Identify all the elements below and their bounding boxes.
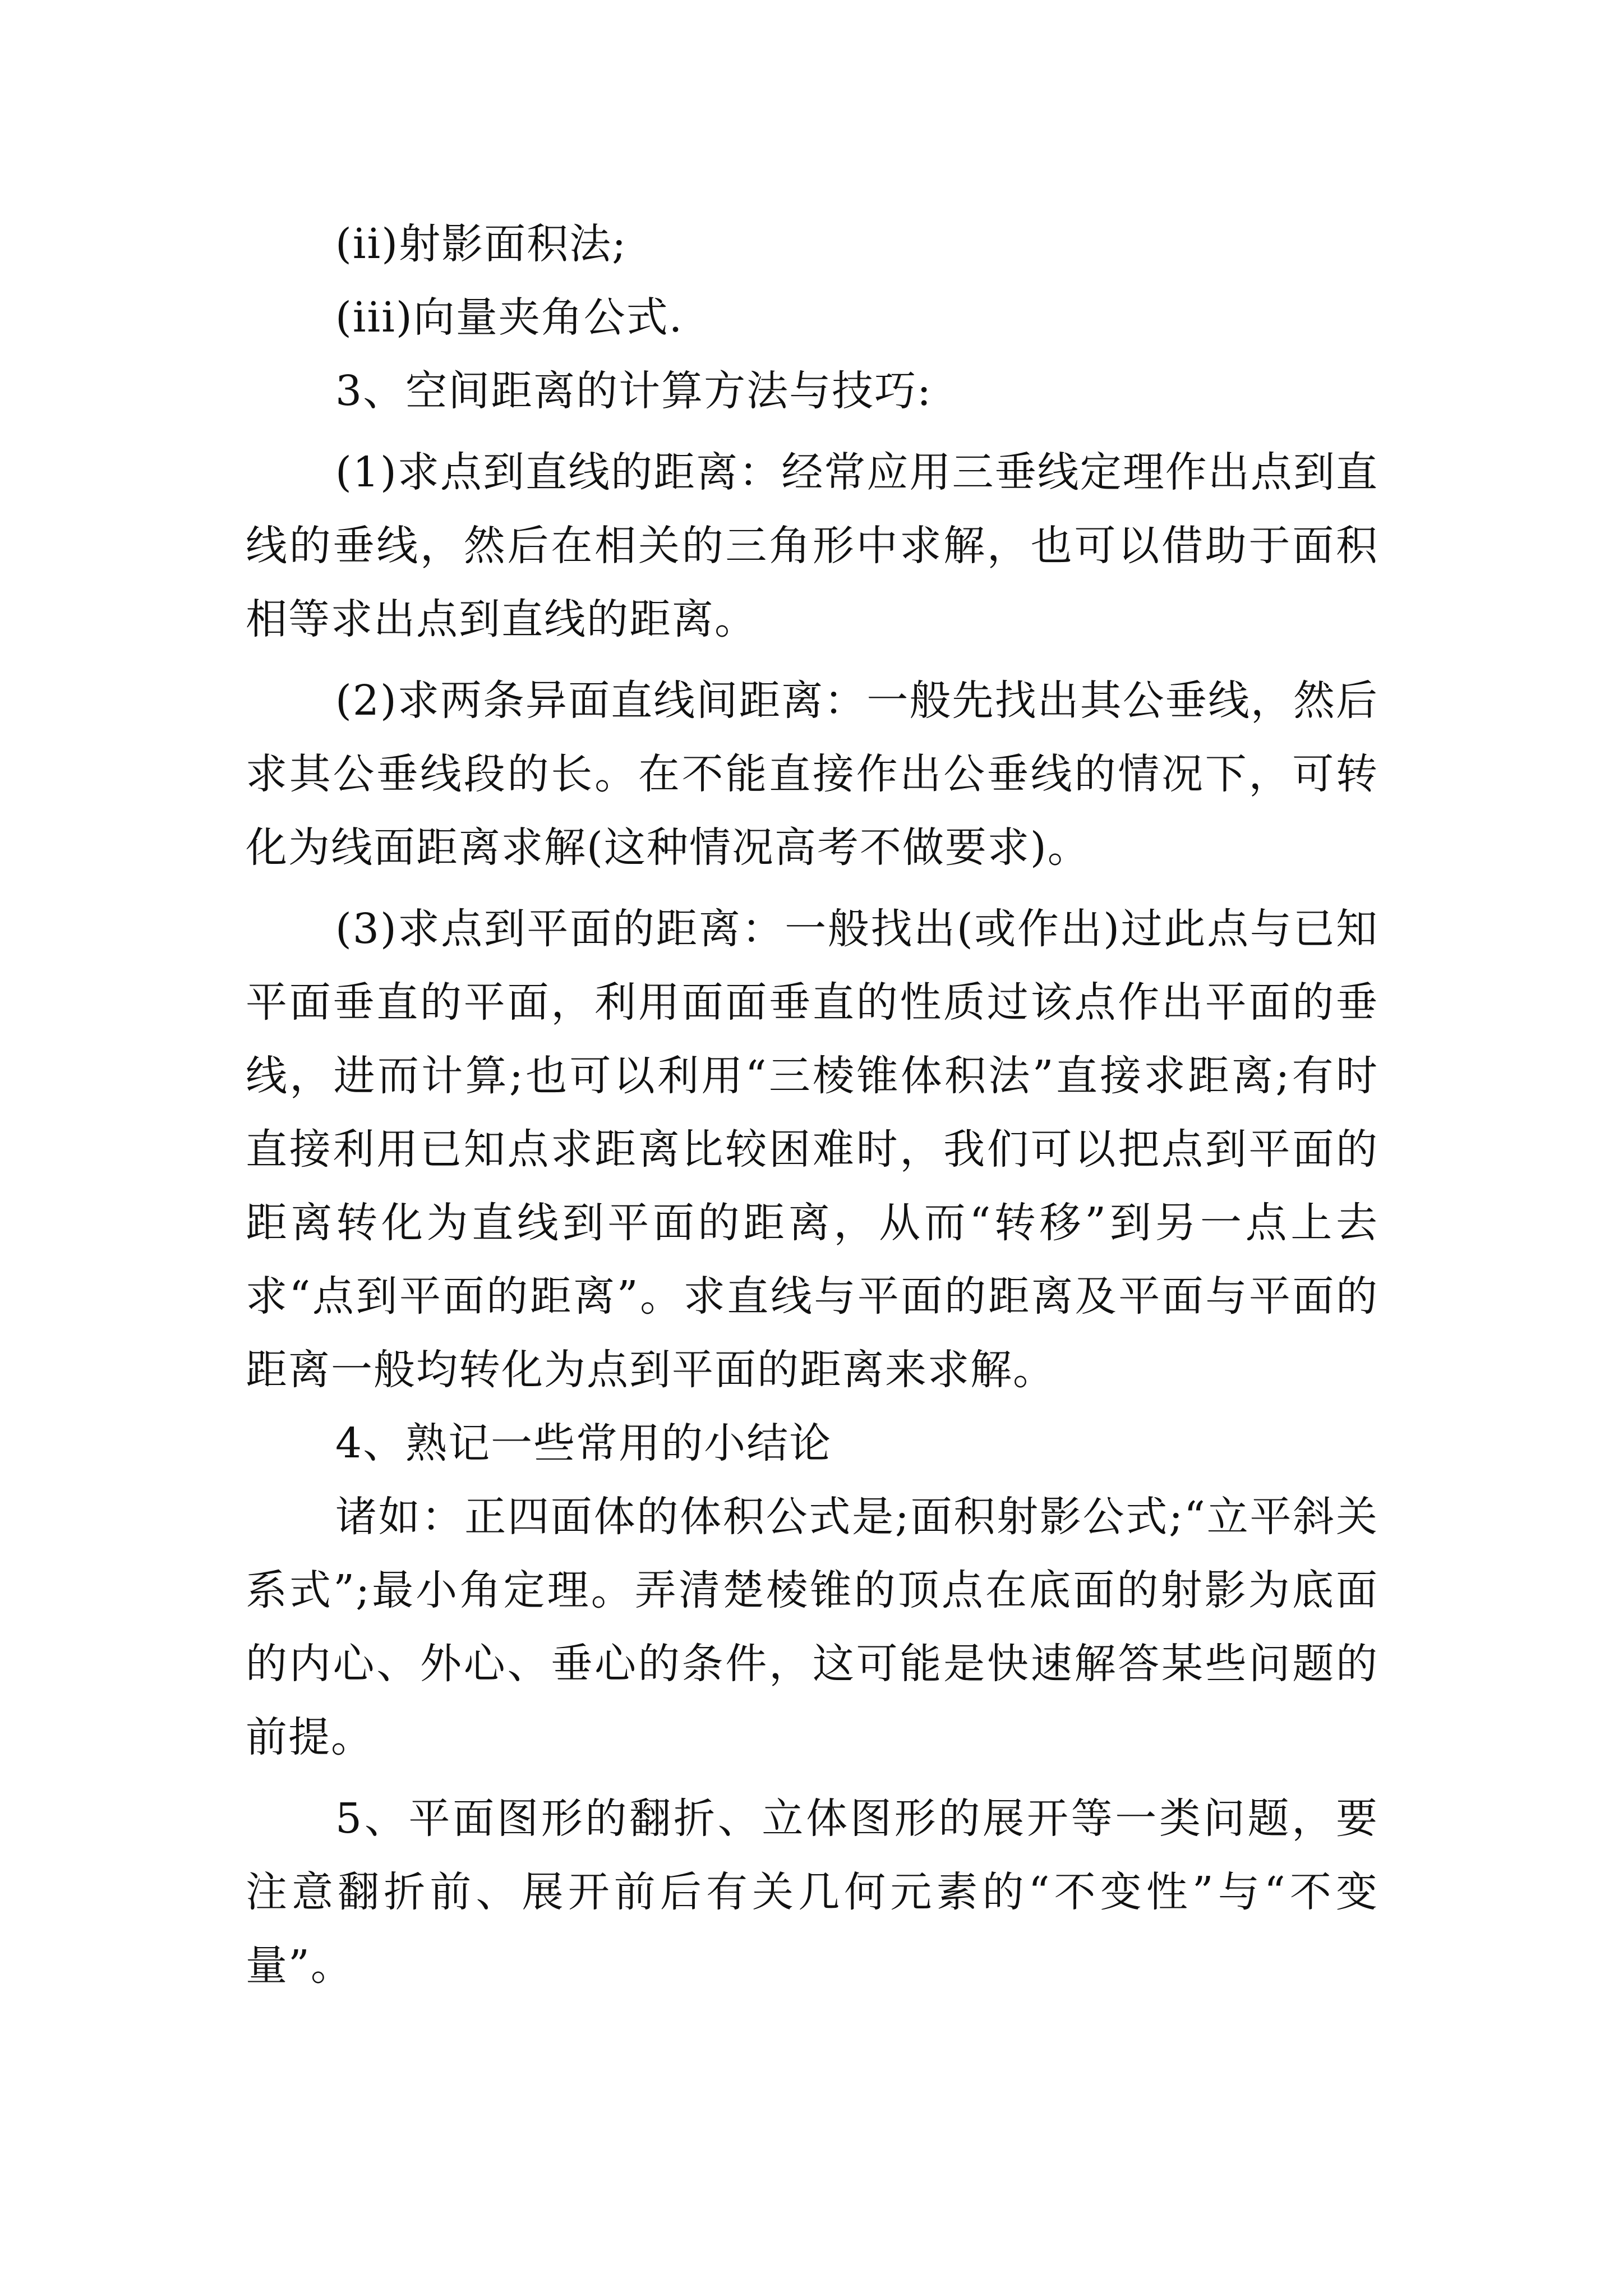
document-body xyxy=(246,208,1378,2003)
paragraph-vector-angle-formula: (iii)向量夹角公式. xyxy=(335,293,684,342)
paragraph-space-distance-heading: 3、空间距离的计算方法与技巧: xyxy=(335,367,933,415)
paragraph-projection-area-method: (ii)射影面积法; xyxy=(335,220,628,268)
paragraph-point-to-plane: (3)求点到平面的距离：一般找出(或作出)过此点与已知平面垂直的平面，利用面面垂直的性质过该点作出平面的垂线，进而计算;也可以利用“三棱锥体积法”直接求距离;有时直接利用已知点求距离比较困难时，我们可以把点到平面的距离转化为直线到平面的距离，从而“转移”到另一点上去求“点到平面的距离”。求直线与平面的距离及平面与平面的距离一般均转化为点到平面的距离来求解。 xyxy=(246,905,1378,1394)
paragraph-point-to-line: (1)求点到直线的距离：经常应用三垂线定理作出点到直线的垂线，然后在相关的三角形中求解，也可以借助于面积相等求出点到直线的距离。 xyxy=(246,448,1378,643)
paragraph-conclusions: 诸如：正四面体的体积公式是;面积射影公式;“立平斜关系式”;最小角定理。弄清楚棱锥的顶点在底面的射影为底面的内心、外心、垂心的条件，这可能是快速解答某些问题的前提。 xyxy=(246,1493,1378,1761)
paragraph-conclusions-heading: 4、熟记一些常用的小结论 xyxy=(335,1419,832,1467)
paragraph-folding-unfolding: 5、平面图形的翻折、立体图形的展开等一类问题，要注意翻折前、展开前后有关几何元素的“不变性”与“不变量”。 xyxy=(246,1795,1378,1990)
paragraph-skew-lines: (2)求两条异面直线间距离：一般先找出其公垂线，然后求其公垂线段的长。在不能直接作出公垂线的情况下，可转化为线面距离求解(这种情况高考不做要求)。 xyxy=(246,677,1378,872)
